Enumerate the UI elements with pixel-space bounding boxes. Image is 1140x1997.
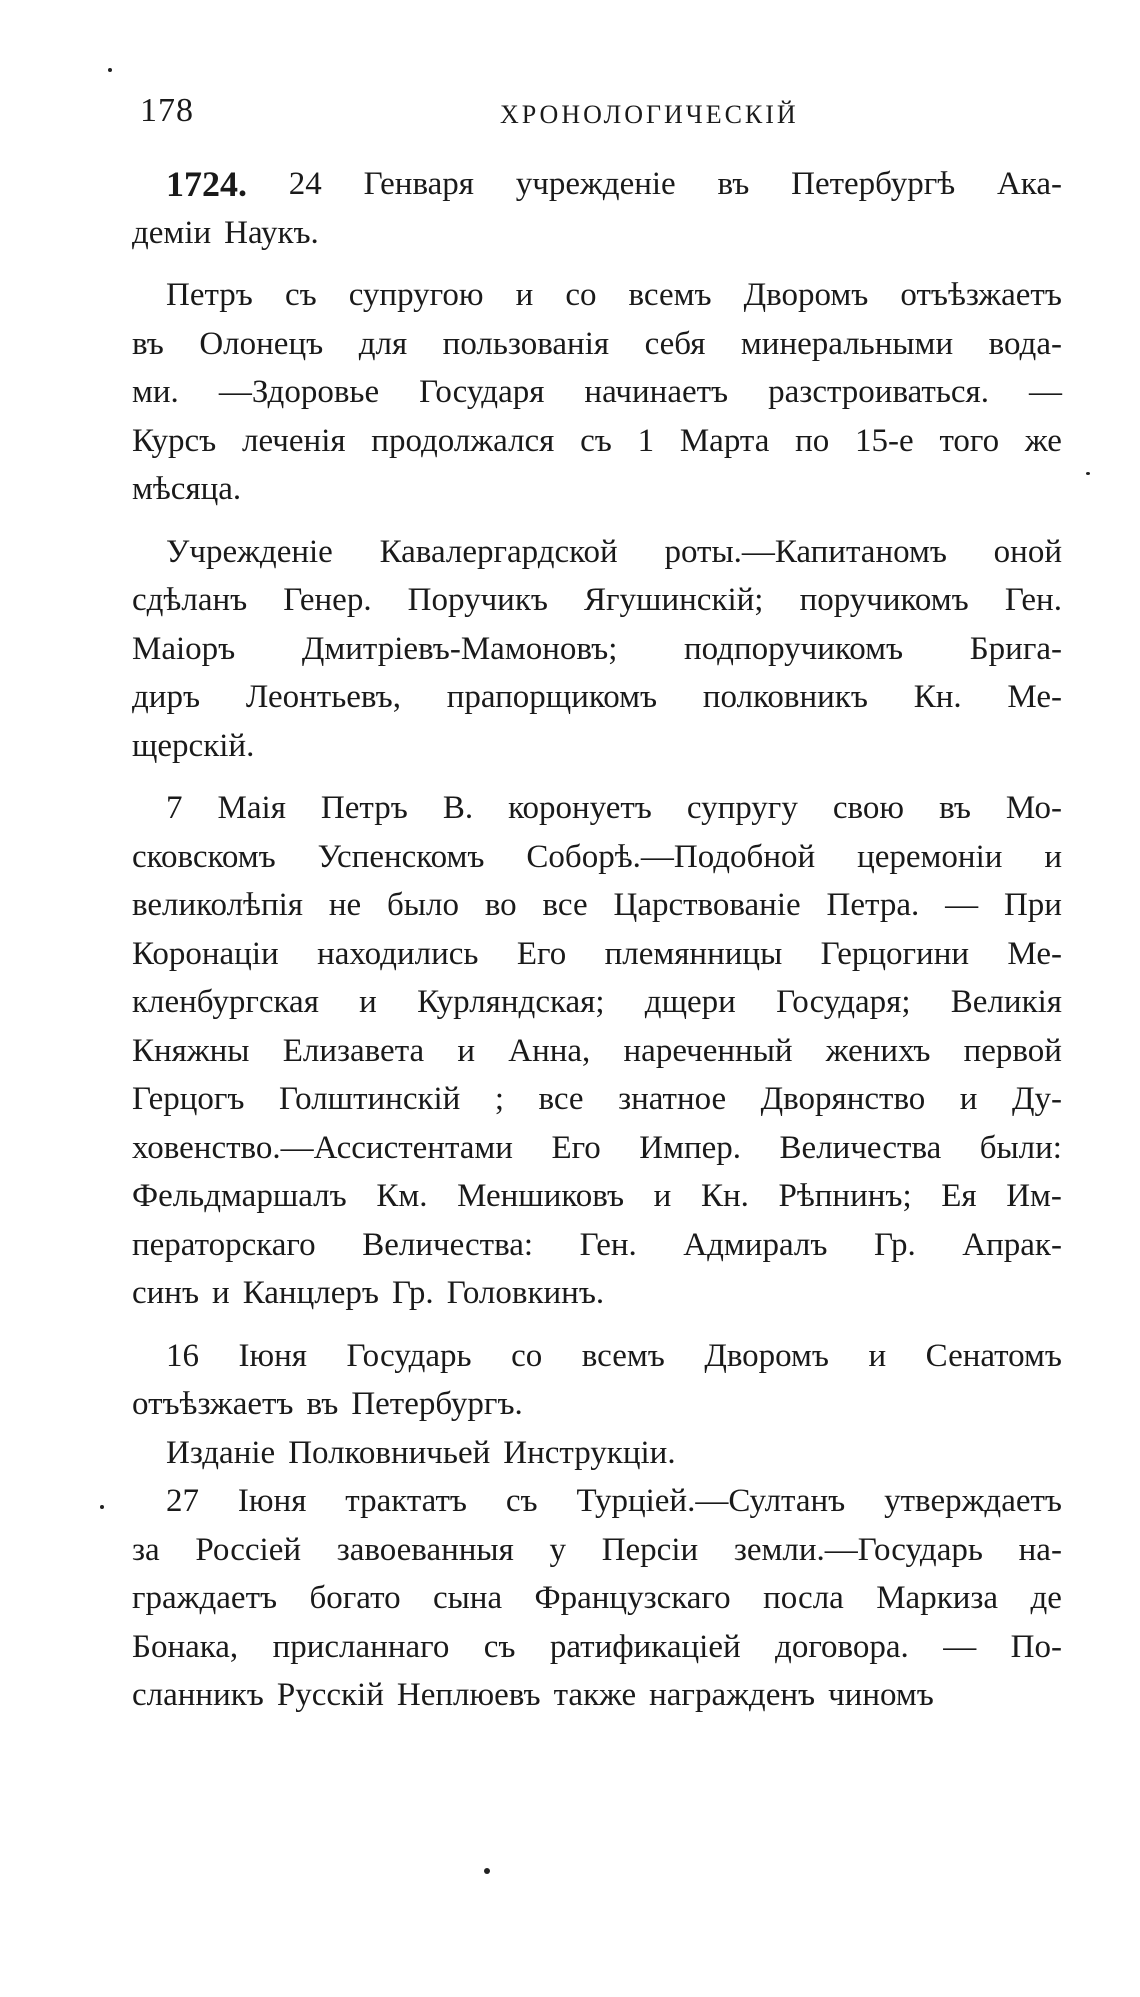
word: супругу bbox=[686, 790, 798, 826]
word: Олонецъ bbox=[199, 325, 324, 362]
word: Сенатомъ bbox=[925, 1337, 1062, 1374]
word: Гр. bbox=[391, 1275, 434, 1311]
word: Французскаго bbox=[534, 1580, 731, 1616]
paragraph bbox=[132, 271, 1062, 514]
print-speck bbox=[484, 1868, 490, 1874]
word: посла bbox=[763, 1580, 844, 1616]
word: Герцогъ bbox=[132, 1081, 245, 1117]
word: чиномъ bbox=[828, 1677, 934, 1713]
word: В. bbox=[442, 790, 474, 826]
word: не bbox=[328, 887, 362, 923]
word: 7 bbox=[166, 790, 183, 826]
text-line bbox=[132, 1172, 1062, 1221]
word: Канцлеръ bbox=[242, 1275, 379, 1311]
word: Гр. bbox=[873, 1226, 916, 1263]
word: Соборѣ.—Подобной bbox=[526, 838, 816, 875]
word: на- bbox=[1018, 1531, 1062, 1568]
word: нареченный bbox=[623, 1032, 793, 1069]
text-line bbox=[132, 833, 1062, 882]
text-line bbox=[132, 673, 1062, 722]
word: ратификаціей bbox=[549, 1628, 741, 1665]
word: мѣсяца. bbox=[132, 471, 242, 507]
word: же bbox=[1024, 422, 1062, 459]
text-line bbox=[132, 209, 1062, 258]
word: Рѣпнинъ; bbox=[778, 1178, 912, 1214]
word: супругою bbox=[348, 277, 484, 313]
word: со bbox=[565, 277, 597, 313]
word: поручикомъ bbox=[799, 582, 969, 618]
word: Княжны bbox=[132, 1032, 250, 1069]
word: и bbox=[1044, 838, 1062, 875]
word: —Здоровье bbox=[218, 374, 380, 410]
text-line bbox=[132, 978, 1062, 1027]
word: Меншиковъ bbox=[457, 1178, 625, 1214]
word: Марта bbox=[679, 422, 770, 459]
text-line bbox=[132, 625, 1062, 674]
word: де bbox=[1030, 1580, 1062, 1616]
word: церемоніи bbox=[857, 838, 1003, 875]
text-line bbox=[132, 1221, 1062, 1270]
word: Генваря bbox=[363, 166, 474, 202]
word: Петербургъ. bbox=[351, 1386, 523, 1422]
word: деміи bbox=[132, 214, 212, 251]
word: Учрежденіе bbox=[166, 533, 333, 570]
paragraph-gap bbox=[132, 1318, 1062, 1332]
word: утверждаетъ bbox=[884, 1483, 1062, 1519]
word: было bbox=[387, 887, 459, 923]
word: сланникъ bbox=[132, 1677, 264, 1713]
word: и bbox=[457, 1032, 476, 1069]
word: съ bbox=[284, 277, 317, 313]
word: отъѣзжаетъ bbox=[900, 277, 1062, 313]
word: прапорщикомъ bbox=[446, 679, 658, 715]
text-line bbox=[132, 1332, 1062, 1381]
word: Дмитріевъ-Мамоновъ; bbox=[301, 630, 618, 667]
word: начинаетъ bbox=[584, 374, 729, 410]
text-line bbox=[132, 1671, 1062, 1720]
word: продолжался bbox=[371, 422, 555, 459]
word: со bbox=[511, 1337, 543, 1374]
word: Величества bbox=[779, 1129, 942, 1166]
word: По- bbox=[1010, 1628, 1062, 1665]
word: и bbox=[653, 1178, 672, 1214]
text-line bbox=[132, 1574, 1062, 1623]
word: всемъ bbox=[581, 1337, 665, 1374]
word: у bbox=[549, 1531, 566, 1568]
word: Анна, bbox=[508, 1032, 591, 1069]
word: роты.—Капитаномъ bbox=[664, 533, 947, 570]
word: — bbox=[945, 887, 979, 923]
word: себя bbox=[644, 325, 706, 362]
word: Бонака, bbox=[132, 1628, 239, 1665]
word: леченія bbox=[242, 422, 346, 459]
word: все bbox=[542, 887, 588, 923]
year-heading: 1724. bbox=[166, 164, 247, 204]
word: Головкинъ. bbox=[446, 1275, 605, 1311]
word: Апрак- bbox=[962, 1226, 1062, 1263]
word: Инструкціи. bbox=[503, 1434, 676, 1471]
word: племянницы bbox=[604, 935, 783, 972]
text-line bbox=[132, 320, 1062, 369]
word: присланнаго bbox=[272, 1628, 450, 1665]
word: — bbox=[1028, 374, 1062, 410]
word: Кн. bbox=[700, 1178, 749, 1214]
page-number: 178 bbox=[140, 92, 194, 129]
word: Величества: bbox=[362, 1226, 534, 1263]
word: Россіей bbox=[195, 1531, 302, 1568]
word: Петра. bbox=[826, 887, 920, 923]
word: Государь bbox=[346, 1337, 472, 1374]
word: Кавалергардской bbox=[379, 533, 618, 570]
word: съ bbox=[505, 1483, 538, 1519]
word: въ bbox=[306, 1386, 339, 1422]
word: были: bbox=[979, 1129, 1062, 1166]
text-line bbox=[132, 1075, 1062, 1124]
word: оной bbox=[993, 533, 1062, 570]
word: награжденъ bbox=[649, 1677, 816, 1713]
text-line bbox=[132, 271, 1062, 320]
word: синъ bbox=[132, 1275, 200, 1311]
word: Км. bbox=[376, 1178, 428, 1214]
paragraph-gap bbox=[132, 514, 1062, 528]
word: всемъ bbox=[628, 277, 712, 313]
word: Ген. bbox=[579, 1226, 637, 1263]
word: учрежденіе bbox=[515, 166, 676, 202]
word: Ягушинскій; bbox=[584, 582, 764, 618]
text-line bbox=[132, 1380, 1062, 1429]
word: диръ bbox=[132, 679, 201, 715]
word: Генер. bbox=[283, 582, 372, 618]
word: Дворомъ bbox=[704, 1337, 829, 1374]
text-line bbox=[132, 417, 1062, 466]
word: Изданіе bbox=[166, 1434, 276, 1471]
word: Поручикъ bbox=[407, 582, 548, 618]
word: Наукъ. bbox=[224, 214, 319, 251]
word: во bbox=[484, 887, 517, 923]
word: великолѣпія bbox=[132, 887, 303, 923]
word: граждаетъ bbox=[132, 1580, 278, 1616]
word: Ака- bbox=[996, 166, 1062, 202]
word: вода- bbox=[988, 325, 1062, 362]
word: отъѣзжаетъ bbox=[132, 1386, 294, 1422]
word: женихъ bbox=[825, 1032, 931, 1069]
word: Мо- bbox=[1005, 790, 1062, 826]
word: Маія bbox=[217, 790, 286, 826]
print-speck bbox=[108, 68, 112, 72]
paragraph bbox=[132, 160, 1062, 257]
word: ; bbox=[494, 1081, 504, 1117]
running-head bbox=[140, 92, 1040, 132]
text-line bbox=[132, 368, 1062, 417]
word: 24 bbox=[288, 166, 322, 202]
paragraph bbox=[132, 784, 1062, 1318]
word: и bbox=[212, 1275, 230, 1311]
word: Неплюевъ bbox=[396, 1677, 541, 1713]
word: 15-е bbox=[855, 422, 914, 459]
word: знатное bbox=[618, 1081, 727, 1117]
paragraph bbox=[132, 528, 1062, 771]
word: того bbox=[939, 422, 1000, 459]
word: Елизавета bbox=[282, 1032, 425, 1069]
word: разстроиваться. bbox=[768, 374, 989, 410]
word: сковскомъ bbox=[132, 838, 276, 875]
text-line bbox=[132, 465, 1062, 514]
word: договора. bbox=[775, 1628, 909, 1665]
word: Государя; bbox=[776, 984, 911, 1020]
word: Герцогини bbox=[820, 935, 970, 972]
word: Маркиза bbox=[876, 1580, 999, 1616]
word: Голштинскій bbox=[278, 1081, 461, 1117]
text-line bbox=[132, 1623, 1062, 1672]
word: Дворянство bbox=[760, 1081, 926, 1117]
word: кленбургская bbox=[132, 984, 319, 1020]
word: и bbox=[868, 1337, 887, 1374]
text-line bbox=[132, 1526, 1062, 1575]
word: находились bbox=[317, 935, 479, 972]
word: Ген. bbox=[1004, 582, 1062, 618]
word: дщери bbox=[644, 984, 736, 1020]
word: Персіи bbox=[601, 1531, 699, 1568]
word: Русскій bbox=[276, 1677, 384, 1713]
word: первой bbox=[963, 1032, 1062, 1069]
word: земли.—Государь bbox=[733, 1531, 983, 1568]
word: 16 bbox=[166, 1337, 199, 1374]
word: Им- bbox=[1006, 1178, 1062, 1214]
word: богато bbox=[309, 1580, 401, 1616]
text-line bbox=[132, 1269, 1062, 1318]
word: Курляндская; bbox=[417, 984, 605, 1020]
word: все bbox=[538, 1081, 584, 1117]
paragraph-gap bbox=[132, 257, 1062, 271]
word: Адмиралъ bbox=[683, 1226, 828, 1263]
word: Ея bbox=[941, 1178, 977, 1214]
word: въ bbox=[132, 325, 164, 362]
word: Петербургѣ bbox=[791, 166, 956, 202]
word: Іюня bbox=[237, 1483, 307, 1519]
body-text bbox=[132, 160, 1062, 1720]
word: ховенство.—Ассистентами bbox=[132, 1129, 513, 1166]
word: завоеванныя bbox=[336, 1531, 514, 1568]
word: также bbox=[553, 1677, 637, 1713]
word: Іюня bbox=[238, 1337, 307, 1374]
word: съ bbox=[580, 422, 612, 459]
word: по bbox=[795, 422, 830, 459]
text-line bbox=[132, 784, 1062, 833]
word: Ме- bbox=[1007, 679, 1062, 715]
paragraph bbox=[132, 1477, 1062, 1720]
word: въ bbox=[939, 790, 971, 826]
word: сдѣланъ bbox=[132, 582, 248, 618]
paragraph-gap bbox=[132, 770, 1062, 784]
word: полковникъ bbox=[702, 679, 868, 715]
word: При bbox=[1003, 887, 1062, 923]
word: Бригa- bbox=[969, 630, 1062, 667]
word: Успенскомъ bbox=[317, 838, 485, 875]
word: трактатъ bbox=[345, 1483, 467, 1519]
word: въ bbox=[717, 166, 750, 202]
print-speck bbox=[1086, 472, 1090, 475]
word: 27 bbox=[166, 1483, 199, 1519]
text-line bbox=[132, 1477, 1062, 1526]
word: Кн. bbox=[913, 679, 962, 715]
word: Его bbox=[516, 935, 567, 972]
text-line bbox=[132, 881, 1062, 930]
word: Ду- bbox=[1011, 1081, 1062, 1117]
word: Леонтьевъ, bbox=[245, 679, 401, 715]
running-title: ХРОНОЛОГИЧЕСКІЙ bbox=[500, 100, 799, 129]
text-line bbox=[132, 722, 1062, 771]
word: Дворомъ bbox=[743, 277, 869, 313]
text-line bbox=[132, 160, 1062, 209]
text-line bbox=[132, 1429, 1062, 1478]
word: пользованія bbox=[442, 325, 610, 362]
word: Полковничьей bbox=[288, 1434, 491, 1471]
word: для bbox=[358, 325, 408, 362]
word: свою bbox=[832, 790, 905, 826]
text-line bbox=[132, 528, 1062, 577]
word: и bbox=[959, 1081, 978, 1117]
word: Курсъ bbox=[132, 422, 217, 459]
text-line bbox=[132, 1124, 1062, 1173]
word: за bbox=[132, 1531, 160, 1568]
word: подпоручикомъ bbox=[683, 630, 904, 667]
word: щерскій. bbox=[132, 727, 255, 764]
word: коронуетъ bbox=[508, 790, 652, 826]
word: Импер. bbox=[639, 1129, 742, 1166]
word: — bbox=[943, 1628, 977, 1665]
paragraph bbox=[132, 1332, 1062, 1429]
text-line bbox=[132, 576, 1062, 625]
word: Ме- bbox=[1007, 935, 1062, 972]
print-speck bbox=[100, 1505, 104, 1509]
word: Петръ bbox=[320, 790, 408, 826]
word: ми. bbox=[132, 374, 179, 410]
word: Его bbox=[551, 1129, 601, 1166]
word: Турціей.—Султанъ bbox=[576, 1483, 846, 1519]
word: Государя bbox=[419, 374, 545, 410]
word: Фельдмаршалъ bbox=[132, 1178, 347, 1214]
word: Маіоръ bbox=[132, 630, 236, 667]
text-line bbox=[132, 930, 1062, 979]
word: сына bbox=[432, 1580, 503, 1616]
word: Петръ bbox=[166, 277, 253, 313]
word: и bbox=[515, 277, 534, 313]
word: Коронаціи bbox=[132, 935, 279, 972]
word: минеральными bbox=[740, 325, 954, 362]
word: ператорскаго bbox=[132, 1226, 316, 1263]
word: Великія bbox=[950, 984, 1062, 1020]
word: и bbox=[359, 984, 377, 1020]
text-line bbox=[132, 1027, 1062, 1076]
paragraph bbox=[132, 1429, 1062, 1478]
word: съ bbox=[483, 1628, 516, 1665]
word: 1 bbox=[637, 422, 655, 459]
word: Царствованіе bbox=[613, 887, 801, 923]
